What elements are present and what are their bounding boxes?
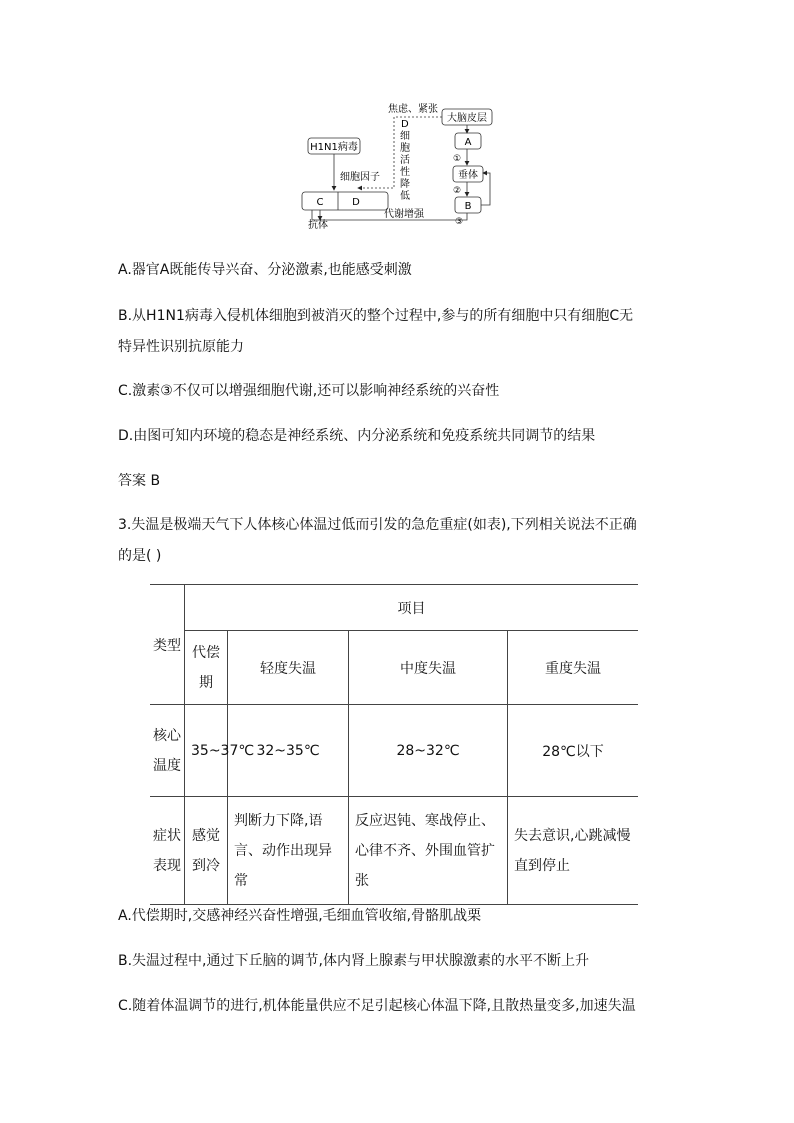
diagram-svg — [300, 100, 500, 230]
q3-stem-line1: 3.失温是极端天气下人体核心体温过低而引发的急危重症(如表),下列相关说法不正确 — [118, 517, 637, 533]
q3-option-b: B.失温过程中,通过下丘脑的调节,体内肾上腺素与甲状腺激素的水平不断上升 — [118, 953, 589, 969]
row2-mild-text: 判断力下降,语言、动作出现异常 — [234, 812, 332, 889]
table-header-row — [150, 585, 638, 631]
row1-moderate-text: 28~32℃ — [396, 742, 460, 759]
col-compensation — [185, 631, 228, 705]
c-label: C — [316, 197, 324, 208]
regulation-diagram — [300, 100, 500, 230]
d-reduce-2: 胞 — [400, 143, 410, 154]
table-row-symptoms — [150, 797, 638, 905]
row2-label-cell — [150, 797, 185, 905]
virus-label: H1N1病毒 — [310, 142, 358, 153]
row1-compensation — [185, 705, 255, 797]
d-label: D — [352, 197, 360, 208]
row1-label: 核心温度 — [153, 727, 181, 774]
d-reduce-3: 活 — [400, 155, 410, 166]
row2-compensation — [185, 797, 228, 905]
q2-option-b-line1: B.从H1N1病毒入侵机体细胞到被消灭的整个过程中,参与的所有细胞中只有细胞C无 — [118, 308, 634, 324]
col-moderate-text: 中度失温 — [400, 660, 456, 677]
row1-severe-text: 28℃以下 — [542, 743, 604, 760]
col-compensation-text: 代偿期 — [192, 644, 220, 691]
row2-moderate — [349, 797, 508, 905]
d-reduce-5: 降 — [400, 179, 410, 190]
cytokine-label: 细胞因子 — [340, 172, 380, 183]
table-column-row — [150, 631, 638, 705]
row1-mild-text: 32~35℃ — [256, 742, 320, 759]
answer: 答案 B — [118, 473, 161, 489]
table-row-temperature — [150, 705, 638, 797]
row1-label-cell — [150, 705, 185, 797]
q2-option-c: C.激素③不仅可以增强细胞代谢,还可以影响神经系统的兴奋性 — [118, 383, 500, 399]
q3-option-a: A.代偿期时,交感神经兴奋性增强,毛细血管收缩,骨骼肌战栗 — [118, 908, 482, 924]
row1-severe — [508, 705, 639, 797]
type-header-cell — [150, 585, 185, 705]
row2-label: 症状表现 — [153, 827, 181, 874]
circle2-label: ② — [453, 186, 462, 196]
type-header: 类型 — [153, 637, 181, 654]
metabolism-label: 代谢增强 — [384, 209, 424, 220]
row2-mild — [228, 797, 349, 905]
cortex-label: 大脑皮层 — [447, 113, 487, 124]
row1-moderate — [349, 705, 508, 797]
cd-box — [302, 192, 388, 210]
circle1-label: ① — [453, 154, 462, 164]
col-severe — [508, 631, 639, 705]
circle3-label: ③ — [455, 217, 464, 227]
d-reduce-4: 性 — [400, 167, 410, 178]
col-mild — [228, 631, 349, 705]
item-header: 项目 — [397, 600, 426, 617]
item-header-cell — [185, 585, 639, 631]
b-label: B — [464, 201, 472, 212]
col-moderate — [349, 631, 508, 705]
row2-moderate-text: 反应迟钝、寒战停止、心律不齐、外围血管扩张 — [355, 812, 495, 889]
q3-option-c: C.随着体温调节的进行,机体能量供应不足引起核心体温下降,且散热量变多,加速失温 — [118, 998, 636, 1014]
row1-compensation-text: 35~37℃ — [191, 742, 255, 759]
anxiety-label: 焦虑、紧张 — [388, 104, 438, 115]
row2-severe — [508, 797, 639, 905]
q3-stem-line2: 的是( ) — [118, 548, 162, 564]
row2-severe-text: 失去意识,心跳减慢直到停止 — [514, 827, 631, 874]
pituitary-label: 垂体 — [458, 170, 478, 181]
q2-option-a: A.器官A既能传导兴奋、分泌激素,也能感受刺激 — [118, 262, 412, 278]
a-label: A — [464, 137, 472, 148]
col-mild-text: 轻度失温 — [260, 660, 316, 677]
q2-option-b-line2: 特异性识别抗原能力 — [118, 339, 244, 355]
d-reduce-1: 细 — [400, 131, 410, 142]
q2-option-d: D.由图可知内环境的稳态是神经系统、内分泌系统和免疫系统共同调节的结果 — [118, 428, 596, 444]
d-reduce-6: 低 — [400, 191, 410, 202]
col-severe-text: 重度失温 — [545, 660, 601, 677]
antibody-label: 抗体 — [308, 220, 328, 230]
d-reduce-0: D — [401, 119, 409, 130]
row2-compensation-text: 感觉到冷 — [192, 827, 220, 874]
hypothermia-table — [150, 584, 638, 905]
